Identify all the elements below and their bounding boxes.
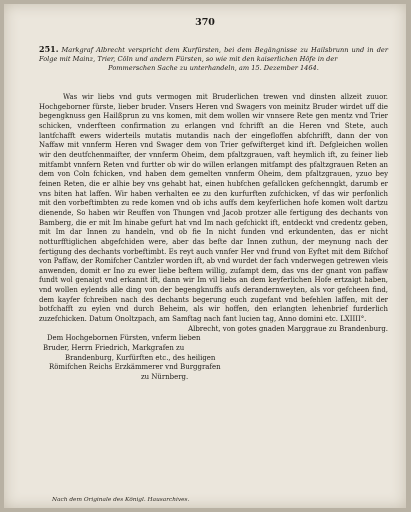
document-heading: [39, 45, 388, 74]
address-line: Dem Hochgebornen Fürsten, vnferm lieben: [47, 334, 201, 343]
document-number: 251.: [39, 44, 59, 54]
address-line: Brandenburg, Kurfürften etc., des heiligen: [65, 353, 216, 362]
address-line: Römifchen Reichs Erzkämmerer vnd Burggrafen: [49, 363, 221, 372]
heading-last-line: Pommerschen Sache zu unterhandeln, am 15. Dezember 1464.: [108, 64, 319, 73]
address-line: zu Nürnberg.: [141, 373, 189, 382]
document-page: [4, 4, 406, 508]
signature-line: Albrecht, von gotes gnaden Marggraue zu Brandenburg.: [188, 324, 388, 333]
letter-body: [39, 93, 388, 383]
heading-text: Markgraf Albrecht verspricht dem Kurfürsten, bei dem Begängnisse zu Hailsbrunn und in der Folge mit Mainz, Trier, Cöln und andern Fürsten, so wie mit den kaiserlichen Höfe in der: [39, 46, 388, 64]
address-line: Bruder, Herrn Friedrich, Markgrafen zu: [43, 344, 185, 353]
page-number: 370: [195, 17, 215, 28]
letter-paragraph: Was wir liebs vnd guts vermogen mit Bruderlichen trewen vnd dinsten allzeit zuuor. Hochgeborner fürste, lieber bruder. Vnsers Heren vnd Swagers von meinitz Bruder wirdet uff die begengknuss gen Hailßprun zu vns komen, mit dem wollen wir vnnsere Rete gen mentz vnd Trier schicken, vnderfteen confirmation zu erlangen vnd fchrifft an die Heren vnd Stete, auch lantfchafft ewers widerteils mutatis mutandis nach der eingefloffen abfchrifft, dann der von Naffaw mit vnnferm Heren vnd Swager dem von Trier gefwifterget kind ift. Defgleichen wollen wir den deutfchenmaifter, der vnnferm Oheim, dem pfaltzgrauen, vaft heymlich ift, zu feiner lieb mitfambt vnnfern Reten vnd furtter ob wir do willen erlangen mitfampt des pfaltzgrauen Reten an dem von Coln fchicken, vnd haben dem gemelten vnnferm Oheim, dem pfaltzgrauen, yzuo bey feinen Reten, die er alhie bey vns gehabt hat, einen hubfchen gefallcken gefchenngkt, darumb er vns biten hat laffen. Wir haben verhalten ee zu den kurfurften zufchicken, vf das wir perfonlich mit den vorbeftimbten zu rede komen vnd ob ichs auffs dem keyferlichen hofe komen wolt dartzu dienende, So haben wir Reuffen von Thungen vnd Jacob protzer alle fertigung des dechants von Bamberg, die er mit Im hinabe gefurt hat vnd Im nach gefchickt ift, entdeckt vnd credentz geben, mit Im dar Innen zu handeln, vnd ob fie In nicht funden vnd erkundenten, das er nicht notturfftiglichen abgefchiden were, aber das befte dar Innen zuthun, der meynung nach der fertigung des dechants vorbeftimbt. Es reyt auch vnnfer Her vnd frund von Eyftet mit dem Bifchof von Paffaw, der Romifcher Cantzler worden ift, ab vnd wurdet der fach vnderwegen getrewen vleis anwenden, domit er Ino zu ewer liebe beftem willig, zufampt dem, das vns der gnant von paffaw fundt wol genaigt vnd erkannt ift, dann wir Im vil liebs an dem keyferlichen Hofe ertzaigt haben, vnd wollen eylends alle ding von der begengknuffs aufs derandernweyten, als vor gefcheen find, dem kayfer fchreiben nach des dechants begerung euch zugefant vnd befehlen laffen, mit der botfchafft zu eylen vnd durch Beheim, als wir hoffen, den erlangten lehenbrief furderlich zuzefchicken. Datum Onoltzpach, am Samftag nach fant lucien tag, Anno domini etc. LXIIII°.: [39, 93, 388, 324]
source-note: Nach dem Originale des Königl. Hausarchives.: [52, 497, 190, 503]
